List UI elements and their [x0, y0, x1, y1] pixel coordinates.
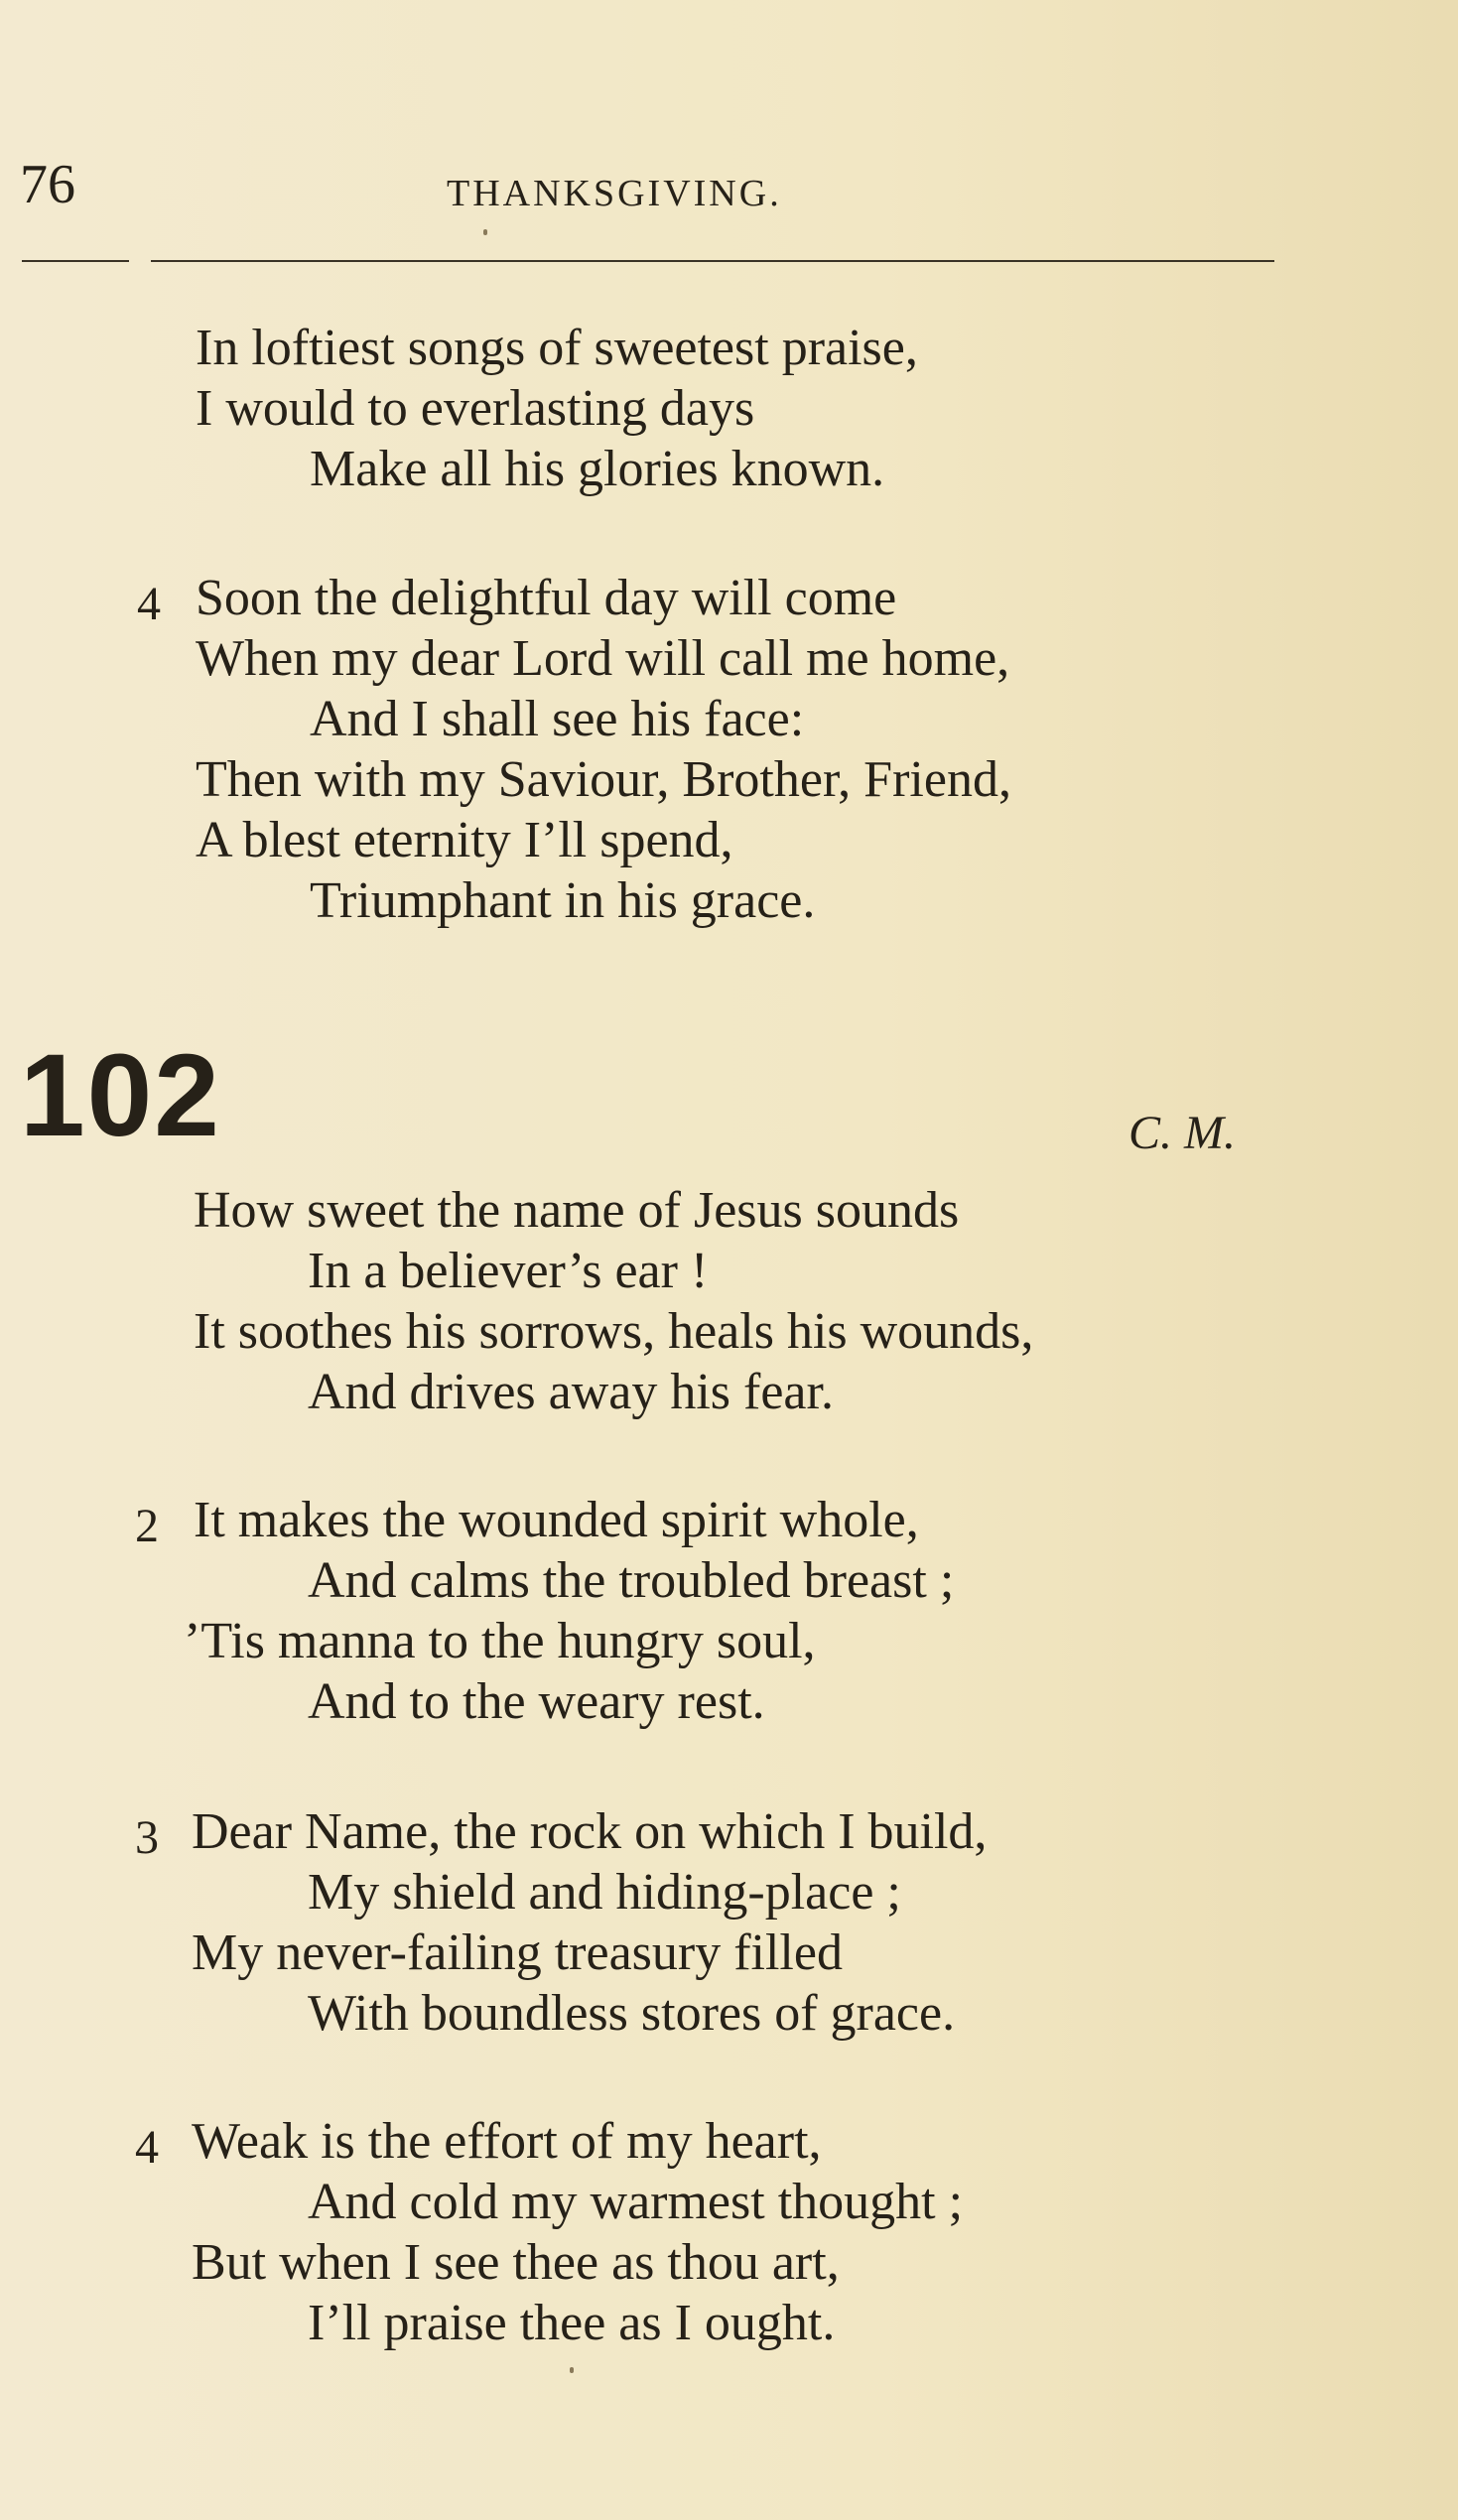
verse-line: Soon the delightful day will come [196, 570, 897, 626]
hymn-meter: C. M. [1128, 1107, 1236, 1159]
verse-line: My shield and hiding-place ; [308, 1864, 901, 1921]
stanza-number: 4 [135, 2121, 159, 2174]
verse-line: With boundless stores of grace. [308, 1985, 956, 2042]
verse-line: My never-failing treasury filled [192, 1924, 843, 1981]
verse-line: But when I see thee as thou art, [192, 2234, 840, 2291]
header-rule-left [22, 260, 129, 262]
paper-speck [570, 2367, 574, 2373]
verse-line: Then with my Saviour, Brother, Friend, [196, 751, 1011, 808]
verse-line: In a believer’s ear ! [308, 1243, 709, 1299]
verse-line: ’Tis manna to the hungry soul, [184, 1613, 816, 1669]
stanza-number: 4 [137, 578, 161, 630]
verse-line: I’ll praise thee as I ought. [308, 2295, 836, 2351]
verse-line: When my dear Lord will call me home, [196, 630, 1010, 687]
paper-speck [483, 229, 487, 235]
verse-line: A blest eternity I’ll spend, [196, 812, 733, 868]
verse-line: Weak is the effort of my heart, [192, 2113, 822, 2170]
verse-line: I would to everlasting days [196, 380, 755, 437]
hymn-number: 102 [20, 1030, 221, 1161]
stanza-number: 2 [135, 1500, 159, 1552]
verse-line: It soothes his sorrows, heals his wounds, [194, 1303, 1034, 1360]
verse-line: It makes the wounded spirit whole, [194, 1492, 919, 1548]
verse-line: Dear Name, the rock on which I build, [192, 1803, 988, 1860]
verse-line: And drives away his fear. [308, 1364, 834, 1420]
verse-line: How sweet the name of Jesus sounds [194, 1182, 960, 1239]
verse-line: In loftiest songs of sweetest praise, [196, 320, 918, 376]
verse-line: And cold my warmest thought ; [308, 2174, 964, 2230]
verse-line: Make all his glories known. [310, 441, 885, 497]
running-head: THANKSGIVING. [447, 173, 782, 214]
verse-line: And to the weary rest. [308, 1673, 765, 1730]
verse-line: Triumphant in his grace. [310, 872, 816, 929]
header-rule-right [151, 260, 1274, 262]
stanza-number: 3 [135, 1811, 159, 1864]
page-number: 76 [20, 154, 75, 215]
verse-line: And calms the troubled breast ; [308, 1552, 955, 1609]
verse-line: And I shall see his face: [310, 691, 805, 747]
